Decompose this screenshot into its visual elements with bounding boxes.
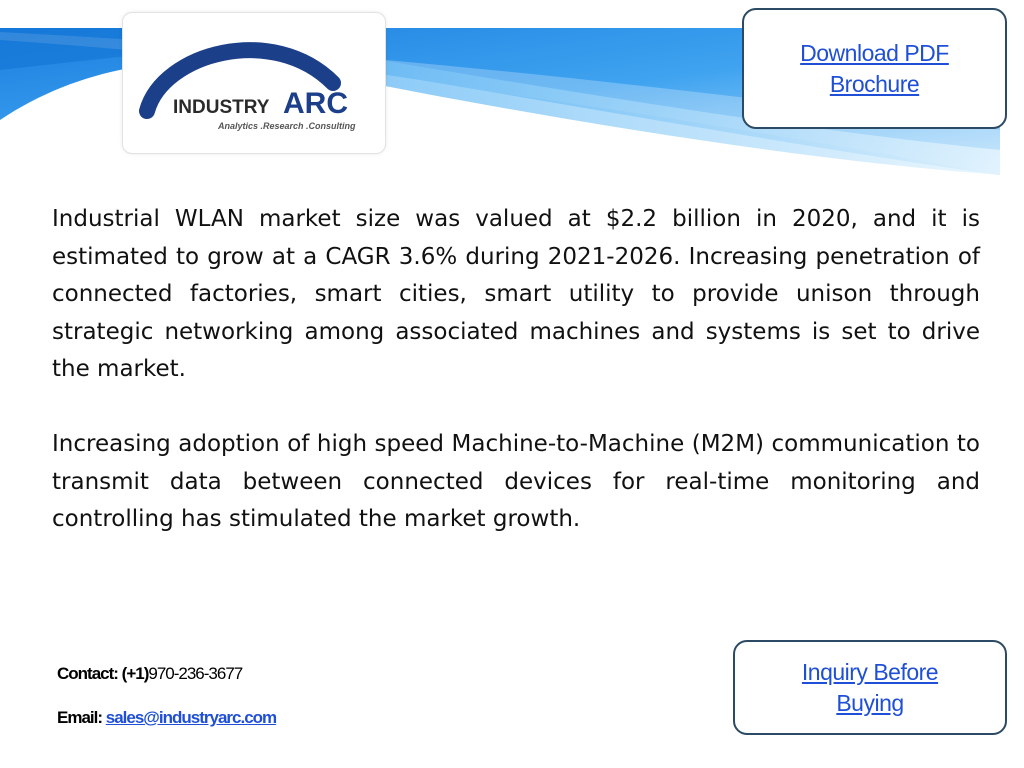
- logo-brand-part1: INDUSTRY: [173, 97, 270, 118]
- download-pdf-button[interactable]: [742, 8, 1007, 129]
- contact-number: 970-236-3677: [148, 664, 243, 683]
- paragraph-m2m-adoption: Increasing adoption of high speed Machine-to-Machine (M2M) communication to transmit data between connected devices for real-time monitoring and controlling has stimulated the market growth.: [52, 431, 980, 532]
- paragraph-market-size: Industrial WLAN market size was valued at $2.2 billion in 2020, and it is estimated to grow at a CAGR 3.6% during 2021-2026. Increasing penetration of connected factories, smart cities, smart utility to provide unison through strategic networking among associated machines and systems is set to drive the market.: [52, 206, 980, 382]
- email-line: [57, 708, 276, 728]
- logo-arc-icon: [123, 13, 385, 153]
- company-logo: [122, 12, 386, 154]
- inquiry-before-buying-link[interactable]: Inquiry Before Buying: [801, 658, 939, 716]
- inquiry-before-buying-button[interactable]: [733, 640, 1007, 735]
- email-label: Email:: [57, 708, 103, 727]
- contact-label: Contact: (+1): [57, 664, 149, 683]
- contact-line: [57, 664, 242, 684]
- logo-tagline: Analytics .Research .Consulting: [218, 121, 356, 131]
- email-link[interactable]: sales@industryarc.com: [105, 708, 277, 727]
- download-pdf-link[interactable]: Download PDF Brochure: [800, 39, 949, 97]
- logo-brand-part2: ARC: [283, 87, 348, 120]
